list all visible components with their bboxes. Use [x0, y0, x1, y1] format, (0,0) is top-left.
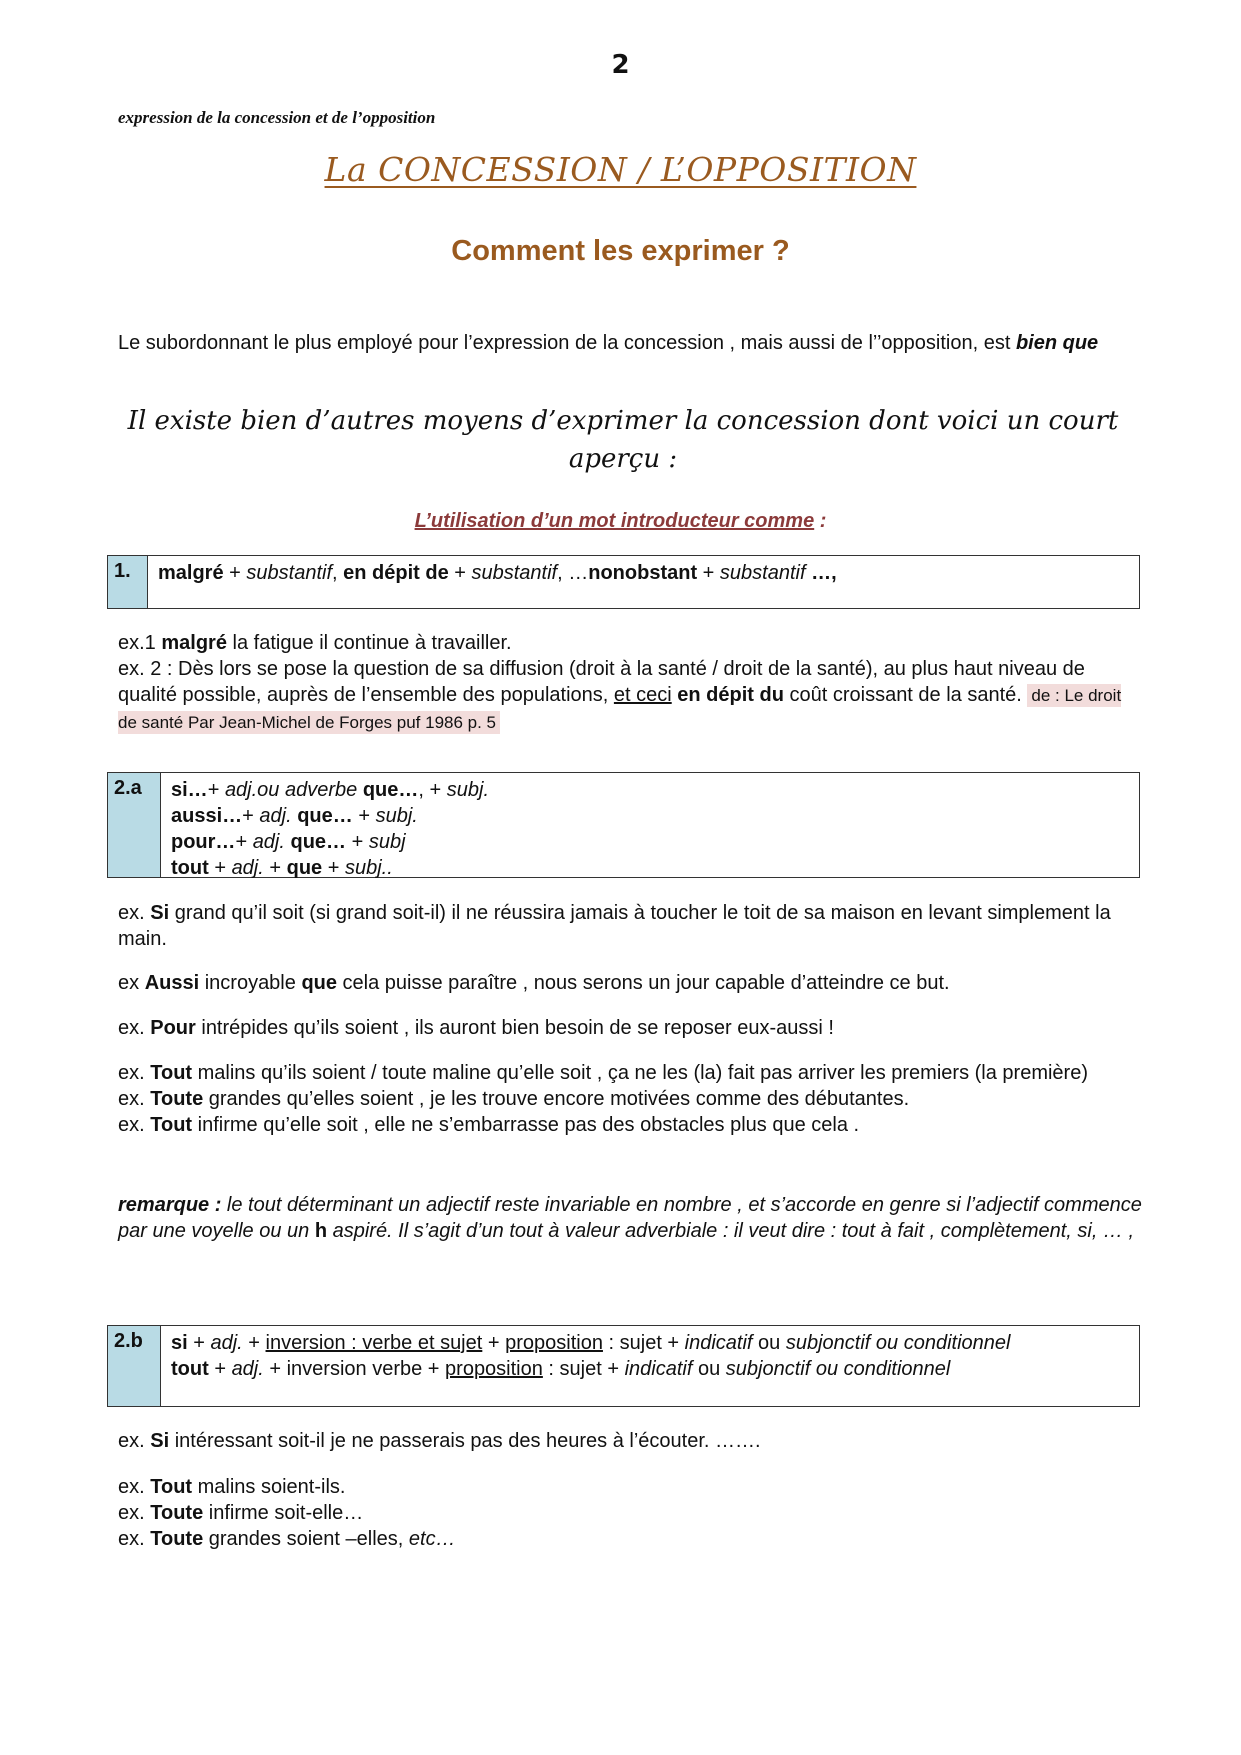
example-2b-3: ex. Toute infirme soit-elle…: [118, 1502, 364, 1524]
example-2b-1: ex. Si intéressant soit-il je ne passerais pas des heures à l’écouter. …….: [118, 1430, 761, 1452]
example-2b-4: ex. Toute grandes soient –elles, etc…: [118, 1528, 456, 1550]
examples-2b-list: [118, 1474, 1143, 1552]
page-title: La CONCESSION / L’OPPOSITION: [324, 150, 917, 189]
remark-paragraph: remarque : le tout déterminant un adjectif reste invariable en nombre , et s’accorde en genre si l’adjectif commence par une voyelle ou un h aspiré. Il s’agit d’un tout à valeur adverbiale : il veut dire : tout à fait , complètement, si, … ,: [118, 1194, 1142, 1242]
example-2a-4: ex. Tout malins qu’ils soient / toute maline qu’elle soit , ça ne les (la) fait pas arriver les premiers (la première) ex. Toute grandes qu’elles soient , je les trouve encore motivées comme des débutantes. ex. Tout infirme qu’elle soit , elle ne s’embarrasse pas des obstacles plus que cela .: [118, 1062, 1088, 1136]
remark-label: remarque :: [118, 1194, 222, 1216]
intro-paragraph: Le subordonnant le plus employé pour l’expression de la concession , mais aussi de l’’opposition, est bien que: [118, 332, 1099, 354]
example-2a-2: ex Aussi incroyable que cela puisse paraître , nous serons un jour capable d’atteindre ce but.: [118, 972, 950, 994]
rule-number: 1.: [108, 556, 148, 608]
examples-rule-1: [118, 630, 1143, 736]
section-heading: L’utilisation d’un mot introducteur comme :: [414, 510, 827, 532]
example-2a-1: ex. Si grand qu’il soit (si grand soit-il) il ne réussira jamais à toucher le toit de sa maison en levant simplement la main.: [118, 902, 1111, 950]
rule-number: 2.a: [108, 773, 161, 877]
example-2b-2: ex. Tout malins soient-ils.: [118, 1476, 346, 1498]
rule-body: malgré + substantif, en dépit de + substantif, …nonobstant + substantif …,: [158, 562, 837, 584]
page-number: 2: [611, 50, 630, 80]
page-subtitle: Comment les exprimer ?: [451, 235, 790, 267]
citation: de : Le droit de santé Par Jean-Michel de Forges puf 1986 p. 5: [118, 686, 1122, 732]
rule-number: 2.b: [108, 1326, 161, 1406]
example-1: ex.1 malgré la fatigue il continue à travailler.: [118, 632, 512, 654]
script-callout: Il existe bien d’autres moyens d’exprimer la concession dont voici un court aperçu :: [127, 406, 1119, 474]
rule-body: si + adj. + inversion : verbe et sujet + proposition : sujet + indicatif ou subjonctif ou conditionnel tout + adj. + inversion verbe + proposition : sujet + indicatif ou subjonctif ou conditionnel: [171, 1332, 1011, 1380]
rule-box-2b: [107, 1325, 1140, 1407]
rule-box-1: [107, 555, 1140, 609]
header-note: expression de la concession et de l’opposition: [118, 108, 436, 127]
rule-box-2a: [107, 772, 1140, 878]
rule-body: si…+ adj.ou adverbe que…, + subj. aussi…+ adj. que… + subj. pour…+ adj. que… + subj tout + adj. + que + subj..: [171, 779, 489, 879]
example-2: ex. 2 : Dès lors se pose la question de sa diffusion (droit à la santé / droit de la santé), au plus haut niveau de qualité possible, auprès de l’ensemble des populations, et ceci en dépit du coût croissant de la santé. de : Le droit de santé Par Jean-Michel de Forges puf 1986 p. 5: [118, 658, 1122, 732]
example-2a-3: ex. Pour intrépides qu’ils soient , ils auront bien besoin de se reposer eux-aussi !: [118, 1017, 834, 1039]
intro-emphasis: bien que: [1015, 332, 1099, 354]
